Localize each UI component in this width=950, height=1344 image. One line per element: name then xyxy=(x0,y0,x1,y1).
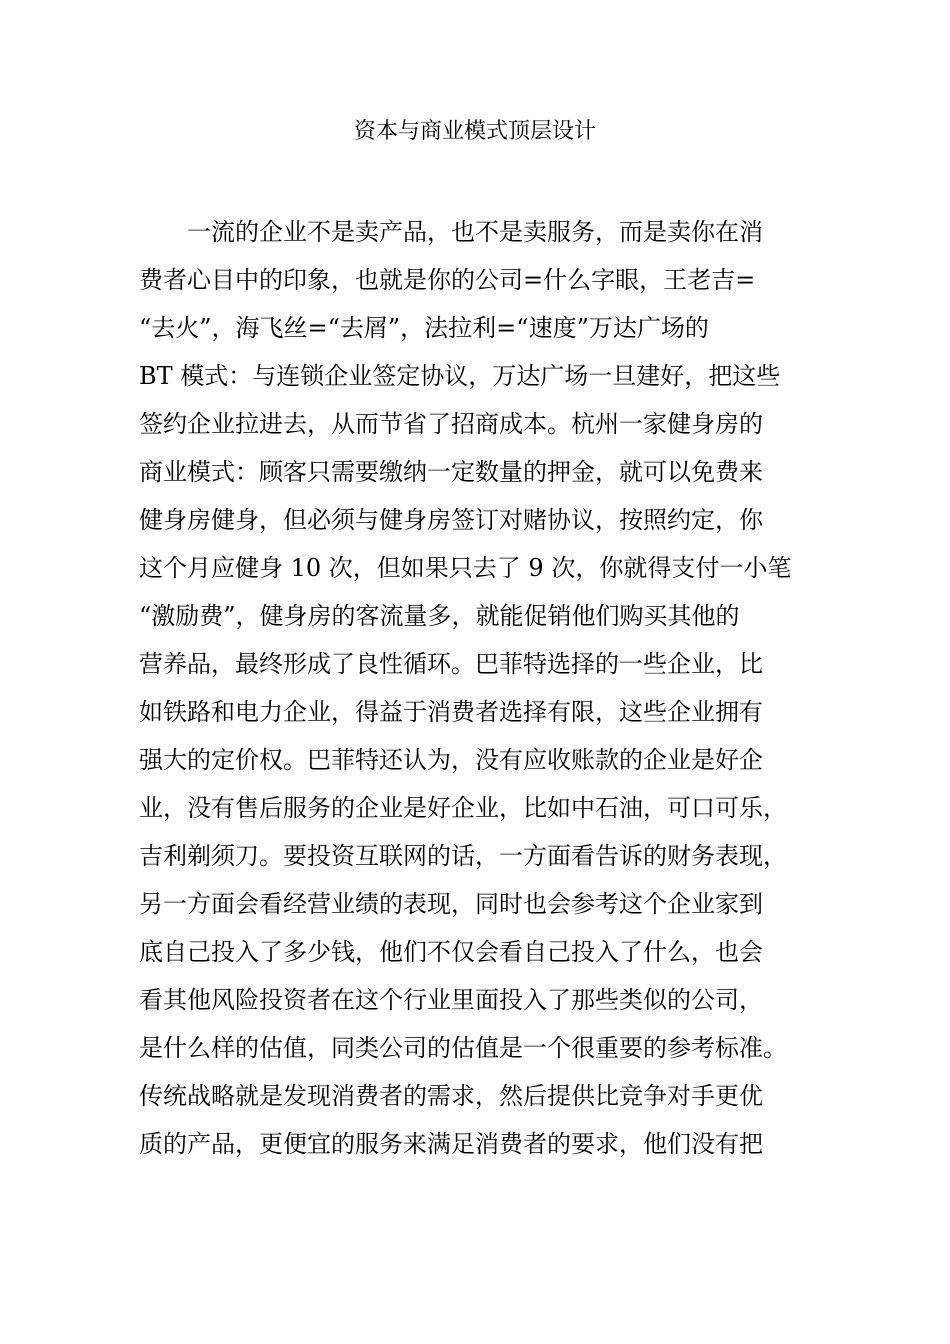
paragraph-line: 签约企业拉进去，从而节省了招商成本。杭州一家健身房的 xyxy=(139,410,763,438)
paragraph-line: 一流的企业不是卖产品，也不是卖服务，而是卖你在消 xyxy=(187,218,763,246)
paragraph-line: 这个月应健身 10 次，但如果只去了 9 次，你就得支付一小笔 xyxy=(139,554,792,582)
paragraph-line: 业，没有售后服务的企业是好企业，比如中石油，可口可乐， xyxy=(139,794,787,822)
paragraph-line: “去火”，海飞丝=“去屑”，法拉利=“速度”万达广场的 xyxy=(139,314,709,342)
paragraph-line: 另一方面会看经营业绩的表现，同时也会参考这个企业家到 xyxy=(139,890,763,918)
paragraph-line: BT 模式：与连锁企业签定协议，万达广场一旦建好，把这些 xyxy=(139,362,781,390)
paragraph-line: 如铁路和电力企业，得益于消费者选择有限，这些企业拥有 xyxy=(139,698,763,726)
paragraph-line: 是什么样的估值，同类公司的估值是一个很重要的参考标准。 xyxy=(139,1034,787,1062)
paragraph-line: 商业模式：顾客只需要缴纳一定数量的押金，就可以免费来 xyxy=(139,458,763,486)
paragraph-line: 看其他风险投资者在这个行业里面投入了那些类似的公司， xyxy=(139,986,763,1014)
document-title: 资本与商业模式顶层设计 xyxy=(353,119,596,144)
paragraph-line: 质的产品，更便宜的服务来满足消费者的要求，他们没有把 xyxy=(139,1130,763,1158)
paragraph-line: 费者心目中的印象，也就是你的公司=什么字眼，王老吉= xyxy=(139,266,756,294)
paragraph-line: 底自己投入了多少钱，他们不仅会看自己投入了什么，也会 xyxy=(139,938,763,966)
paragraph-line: “激励费”，健身房的客流量多，就能促销他们购买其他的 xyxy=(139,602,740,630)
paragraph-line: 健身房健身，但必须与健身房签订对赌协议，按照约定，你 xyxy=(139,506,763,534)
paragraph-line: 吉利剃须刀。要投资互联网的话，一方面看告诉的财务表现， xyxy=(139,842,787,870)
document-body xyxy=(139,208,839,1168)
paragraph-line: 强大的定价权。巴菲特还认为，没有应收账款的企业是好企 xyxy=(139,746,763,774)
paragraph-line: 营养品，最终形成了良性循环。巴菲特选择的一些企业，比 xyxy=(139,650,763,678)
paragraph-line: 传统战略就是发现消费者的需求，然后提供比竞争对手更优 xyxy=(139,1082,763,1110)
